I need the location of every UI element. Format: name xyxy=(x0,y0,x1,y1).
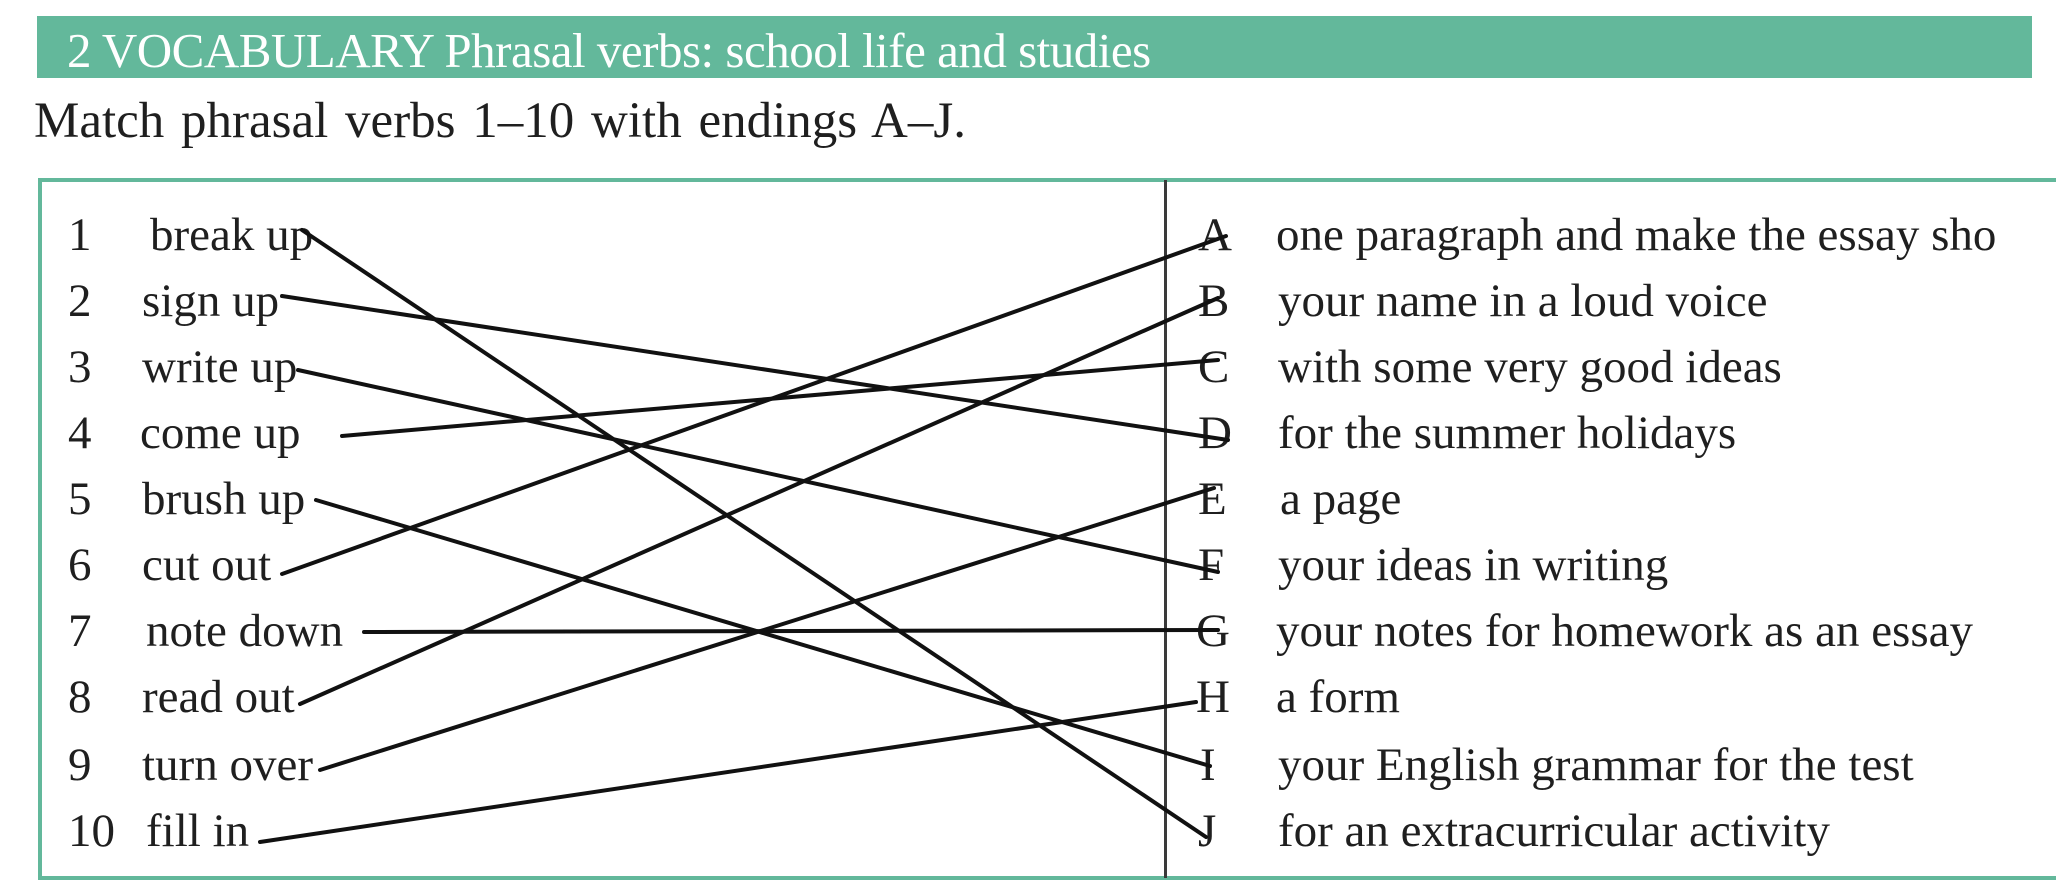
ending-text-j: for an extracurricular activity xyxy=(1278,805,1830,857)
verb-number-7: 7 xyxy=(68,605,92,657)
ending-text-f: your ideas in writing xyxy=(1278,539,1669,591)
ending-text-a: one paragraph and make the essay sho xyxy=(1276,209,1997,261)
section-title: 2 VOCABULARY Phrasal verbs: school life and studies xyxy=(67,23,1151,78)
verb-label-6: cut out xyxy=(142,539,272,591)
ending-letter-c: C xyxy=(1198,341,1230,393)
verb-label-8: read out xyxy=(142,671,295,723)
verb-number-8: 8 xyxy=(68,671,92,723)
verb-label-2: sign up xyxy=(142,275,280,327)
verb-number-4: 4 xyxy=(68,407,92,459)
match-line-7-g xyxy=(364,630,1218,632)
match-line-2-d xyxy=(282,296,1228,440)
ending-text-d: for the summer holidays xyxy=(1278,407,1737,459)
ending-letter-d: D xyxy=(1198,407,1232,459)
ending-letter-g: G xyxy=(1196,605,1230,657)
ending-letter-b: B xyxy=(1198,275,1230,327)
ending-letter-j: J xyxy=(1198,805,1217,857)
ending-letter-a: A xyxy=(1198,209,1232,261)
verb-number-6: 6 xyxy=(68,539,92,591)
ending-text-c: with some very good ideas xyxy=(1278,341,1782,393)
verb-number-3: 3 xyxy=(68,341,92,393)
ending-letter-f: F xyxy=(1198,539,1225,591)
verb-label-7: note down xyxy=(146,605,344,657)
ending-text-i: your English grammar for the test xyxy=(1278,739,1914,791)
match-line-8-b xyxy=(300,298,1218,704)
match-line-6-a xyxy=(282,236,1226,574)
verb-label-3: write up xyxy=(142,341,298,393)
ending-text-h: a form xyxy=(1276,671,1400,723)
ending-text-b: your name in a loud voice xyxy=(1278,275,1768,327)
ending-letter-h: H xyxy=(1196,671,1230,723)
ending-text-e: a page xyxy=(1280,473,1402,525)
ending-letter-e: E xyxy=(1198,473,1227,525)
verb-number-2: 2 xyxy=(68,275,92,327)
match-line-10-h xyxy=(260,702,1196,842)
verb-number-10: 10 xyxy=(68,805,115,857)
verb-number-5: 5 xyxy=(68,473,92,525)
verb-number-1: 1 xyxy=(68,209,92,261)
verb-label-1: break up xyxy=(150,209,314,261)
verb-number-9: 9 xyxy=(68,739,92,791)
ending-letter-i: I xyxy=(1200,739,1216,791)
verb-label-9: turn over xyxy=(142,739,313,791)
verb-label-5: brush up xyxy=(142,473,306,525)
ending-text-g: your notes for homework as an essay xyxy=(1276,605,1973,657)
verb-label-4: come up xyxy=(140,407,301,459)
verb-label-10: fill in xyxy=(146,805,250,857)
instruction-text: Match phrasal verbs 1–10 with endings A–J. xyxy=(34,93,966,149)
